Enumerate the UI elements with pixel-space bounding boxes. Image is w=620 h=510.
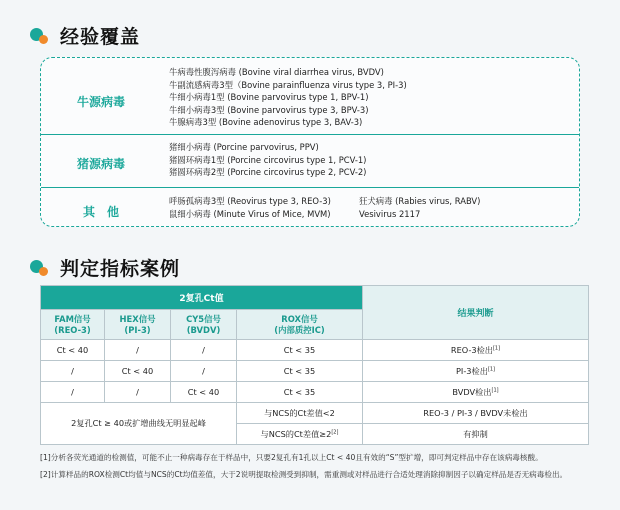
coverage-box: [40, 57, 580, 227]
list-item: 猪圆环病毒1型 (Porcine circovirus type 1, PCV-1): [169, 154, 367, 165]
list-item: 牛副流感病毒3型（Bovine parainfluenza virus type 3, PI-3): [169, 79, 407, 90]
cell-result: [363, 382, 589, 403]
porcine-virus-list: [169, 141, 366, 179]
list-item: 狂犬病毒 (Rabies virus, RABV): [359, 196, 481, 206]
table-row: [41, 361, 589, 382]
header-fam-label: FAM信号 (REO-3): [54, 313, 91, 335]
cell-hex: Ct < 40: [105, 361, 171, 382]
header-rox-label: ROX信号 (内部质控IC): [274, 313, 325, 335]
footnote-ref: [1]: [491, 386, 499, 393]
category-other: 其 他: [82, 205, 119, 219]
cell-rox: Ct < 35: [237, 361, 363, 382]
table-row: [41, 403, 589, 424]
cell-result: [363, 361, 589, 382]
result-text: REO-3检出: [450, 344, 493, 355]
footnotes: [40, 452, 588, 485]
footnote-ref: [1]: [487, 365, 495, 372]
footnote-2: [2]计算样品的ROX检测Ct均值与NCS的Ct均值差值，大于2说明提取检测受到抑制，需重测或对样品进行合适处理消除抑制因子以确定样品是否无病毒检出。: [40, 469, 568, 479]
divider: [41, 187, 579, 188]
list-item: 猪圆环病毒2型 (Porcine circovirus type 2, PCV-2): [169, 167, 367, 178]
rox-text: 与NCS的Ct差值≥2: [260, 428, 332, 439]
list-item: 牛细小病毒1型 (Bovine parvovirus type 1, BPV-1): [169, 92, 369, 103]
header-cy5-label: CY5信号 (BVDV): [186, 313, 221, 335]
footnote-ref: [1]: [492, 344, 501, 351]
list-item: 牛腺病毒3型 (Bovine adenovirus type 3, BAV-3): [169, 117, 363, 128]
cases-heading: [30, 254, 180, 281]
header-fam: [41, 310, 105, 340]
bovine-virus-list: [169, 66, 407, 129]
cell-cy5: /: [171, 361, 237, 382]
cell-rox: 与NCS的Ct差值<2: [237, 403, 363, 424]
header-hex: [105, 310, 171, 340]
header-rox: [237, 310, 363, 340]
coverage-heading: [30, 22, 140, 49]
bullet-dots-icon: [30, 258, 52, 278]
cell-merged-condition: 2复孔Ct ≥ 40或扩增曲线无明显起峰: [41, 403, 237, 445]
cell-fam: Ct < 40: [41, 340, 105, 361]
cell-result: 有抑制: [363, 424, 589, 445]
header-result: 结果判断: [363, 286, 589, 340]
list-item: 猪细小病毒 (Porcine parvovirus, PPV): [169, 142, 319, 152]
criteria-table-wrap: [40, 285, 589, 445]
category-bovine: 牛源病毒: [76, 95, 125, 109]
category-porcine: 猪源病毒: [76, 157, 125, 171]
list-item: 牛细小病毒3型 (Bovine parvovirus type 3, BPV-3): [169, 104, 369, 115]
cell-result: REO-3 / PI-3 / BVDV未检出: [363, 403, 589, 424]
header-group-ct: 2复孔Ct值: [41, 286, 363, 310]
list-item: 呼肠孤病毒3型 (Reovirus type 3, REO-3): [169, 196, 331, 206]
other-virus-list-left: [169, 195, 331, 220]
cell-rox: Ct < 35: [237, 340, 363, 361]
cell-fam: /: [41, 382, 105, 403]
criteria-table: [40, 285, 589, 445]
footnote-1: [1]分析各荧光通道的检测值，可能不止一种病毒存在于样品中，只要2复孔有1孔以上Ct < 40且有效的“S”型扩增，即可判定样品中存在该病毒核酸。: [40, 453, 543, 462]
bullet-dots-icon: [30, 26, 52, 46]
table-row: [41, 340, 589, 361]
coverage-title: 经验覆盖: [60, 26, 141, 48]
cases-title: 判定指标案例: [60, 258, 181, 280]
cell-fam: /: [41, 361, 105, 382]
table-row: [41, 382, 589, 403]
footnote-ref: [2]: [331, 428, 339, 435]
result-text: BVDV检出: [452, 386, 492, 397]
header-cy5: [171, 310, 237, 340]
cell-cy5: Ct < 40: [171, 382, 237, 403]
result-text: PI-3检出: [456, 365, 488, 376]
cell-result: [363, 340, 589, 361]
cell-hex: /: [105, 340, 171, 361]
list-item: 牛病毒性腹泻病毒 (Bovine viral diarrhea virus, BVDV): [169, 67, 384, 77]
list-item: 鼠细小病毒 (Minute Virus of Mice, MVM): [169, 208, 331, 219]
cell-rox: Ct < 35: [237, 382, 363, 403]
other-virus-list-right: [359, 195, 480, 220]
cell-cy5: /: [171, 340, 237, 361]
header-hex-label: HEX信号 (PI-3): [119, 313, 156, 335]
divider: [41, 134, 579, 135]
cell-hex: /: [105, 382, 171, 403]
cell-rox: [237, 424, 363, 445]
list-item: Vesivirus 2117: [359, 208, 421, 219]
